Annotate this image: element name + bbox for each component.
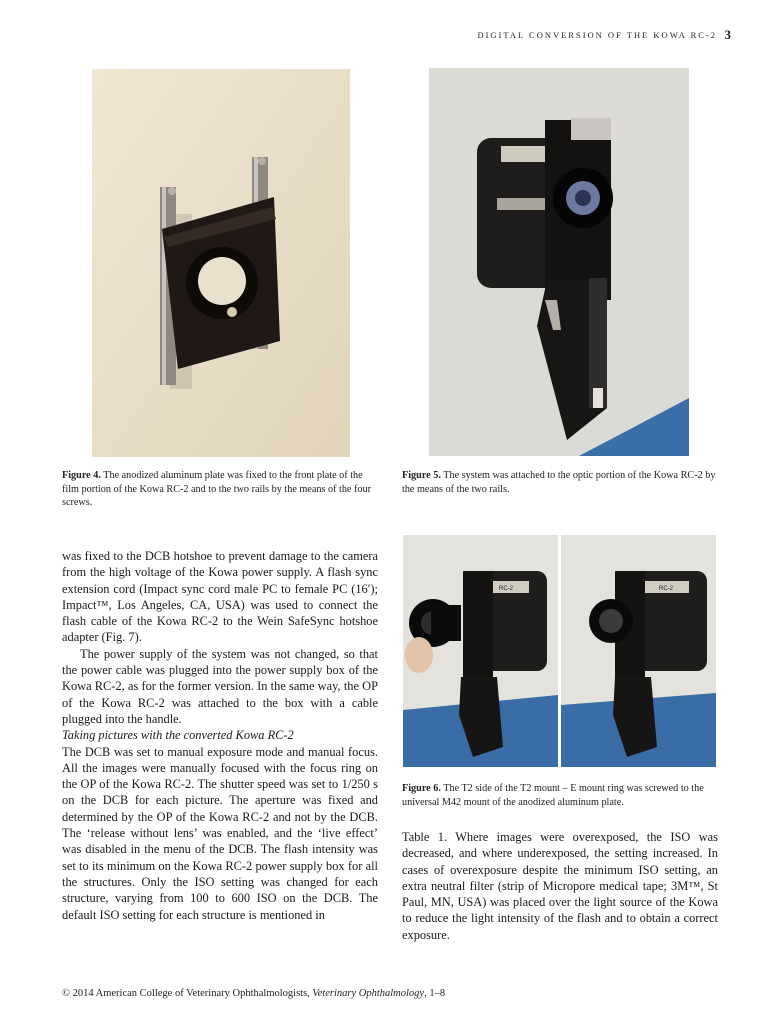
left-column-text bbox=[62, 548, 378, 923]
paragraph-iso-setting: Table 1. Where images were overexposed, the ISO was decreased, and where underexposed, the setting increased. In cases of overexposure despite the minimum ISO setting, an extra neutral filter (strip of Micropore medical tape; 3M™, St Paul, MN, USA) was placed over the light source of the Kowa to reduce the light intensity of the flash and to obtain a correct exposure. bbox=[402, 830, 718, 942]
paragraph-power-supply: The power supply of the system was not changed, so that the power cable was plugged into the power supply box of the Kowa RC-2, as for the former version. In the same way, the OP of the Kowa RC-2 was attached to the box with a cable plugged into the handle. bbox=[62, 646, 378, 726]
figure-6-caption bbox=[402, 782, 718, 809]
figure-6-caption-text: The T2 side of the T2 mount – E mount ring was screwed to the universal M42 mount of the anodized aluminum plate. bbox=[402, 783, 704, 808]
figure-5-caption bbox=[402, 469, 718, 496]
paragraph-taking-pictures: The DCB was set to manual exposure mode and manual focus. All the images were manually focused with the focus ring on the OP of the Kowa RC-2. The shutter speed was set to 1/250 s on the DCB for each picture. The aperture was fixed and determined by the OP of the Kowa RC-2 and not by the DCB. The ‘release without lens’ was enabled, and the ‘live effect’ was disabled in the menu of the DCB. The flash intensity was set to its minimum on the Kowa RC-2 power supply box for all the structures. Only the ISO setting was changed for each structure, varying from 100 to 600 ISO on the DCB. The default ISO setting for each structure is mentioned in bbox=[62, 744, 378, 922]
section-subheading: Taking pictures with the converted Kowa RC-2 bbox=[62, 728, 294, 743]
figure-5-label: Figure 5. bbox=[402, 470, 441, 481]
figure-4-caption bbox=[62, 469, 380, 510]
footer-journal: Veterinary Ophthalmology bbox=[312, 988, 425, 999]
page-number: 3 bbox=[724, 27, 731, 42]
figure-6-label: Figure 6. bbox=[402, 783, 441, 794]
paragraph-flash-sync: was fixed to the DCB hotshoe to prevent damage to the camera from the high voltage of the Kowa power supply. A flash sync extension cord (Impact sync cord male PC to female PC (16′); Impact™, Los Angeles, CA, USA) was used to connect the flash cable of the Kowa RC-2 to the Wein SafeSync hotshoe adapter (Fig. 7). bbox=[62, 549, 378, 645]
figure-6-camera-label-left: RC-2 bbox=[499, 586, 514, 592]
running-title: DIGITAL CONVERSION OF THE KOWA RC-2 bbox=[477, 30, 717, 40]
page-footer bbox=[62, 988, 445, 999]
footer-pages: , 1–8 bbox=[424, 988, 446, 999]
figure-5-image bbox=[429, 68, 689, 456]
figure-6-image bbox=[403, 535, 716, 767]
figure-4-image bbox=[92, 69, 350, 457]
figure-6-camera-label-right: RC-2 bbox=[659, 586, 674, 592]
figure-4-label: Figure 4. bbox=[62, 470, 101, 481]
right-column-text bbox=[402, 829, 718, 943]
footer-copyright: © 2014 American College of Veterinary Ophthalmologists, bbox=[62, 988, 310, 999]
figure-4-caption-text: The anodized aluminum plate was fixed to the front plate of the film portion of the Kowa RC-2 and to the two rails by the means of the four screws. bbox=[62, 470, 371, 508]
figure-5-caption-text: The system was attached to the optic portion of the Kowa RC-2 by the means of the two rails. bbox=[402, 470, 716, 495]
